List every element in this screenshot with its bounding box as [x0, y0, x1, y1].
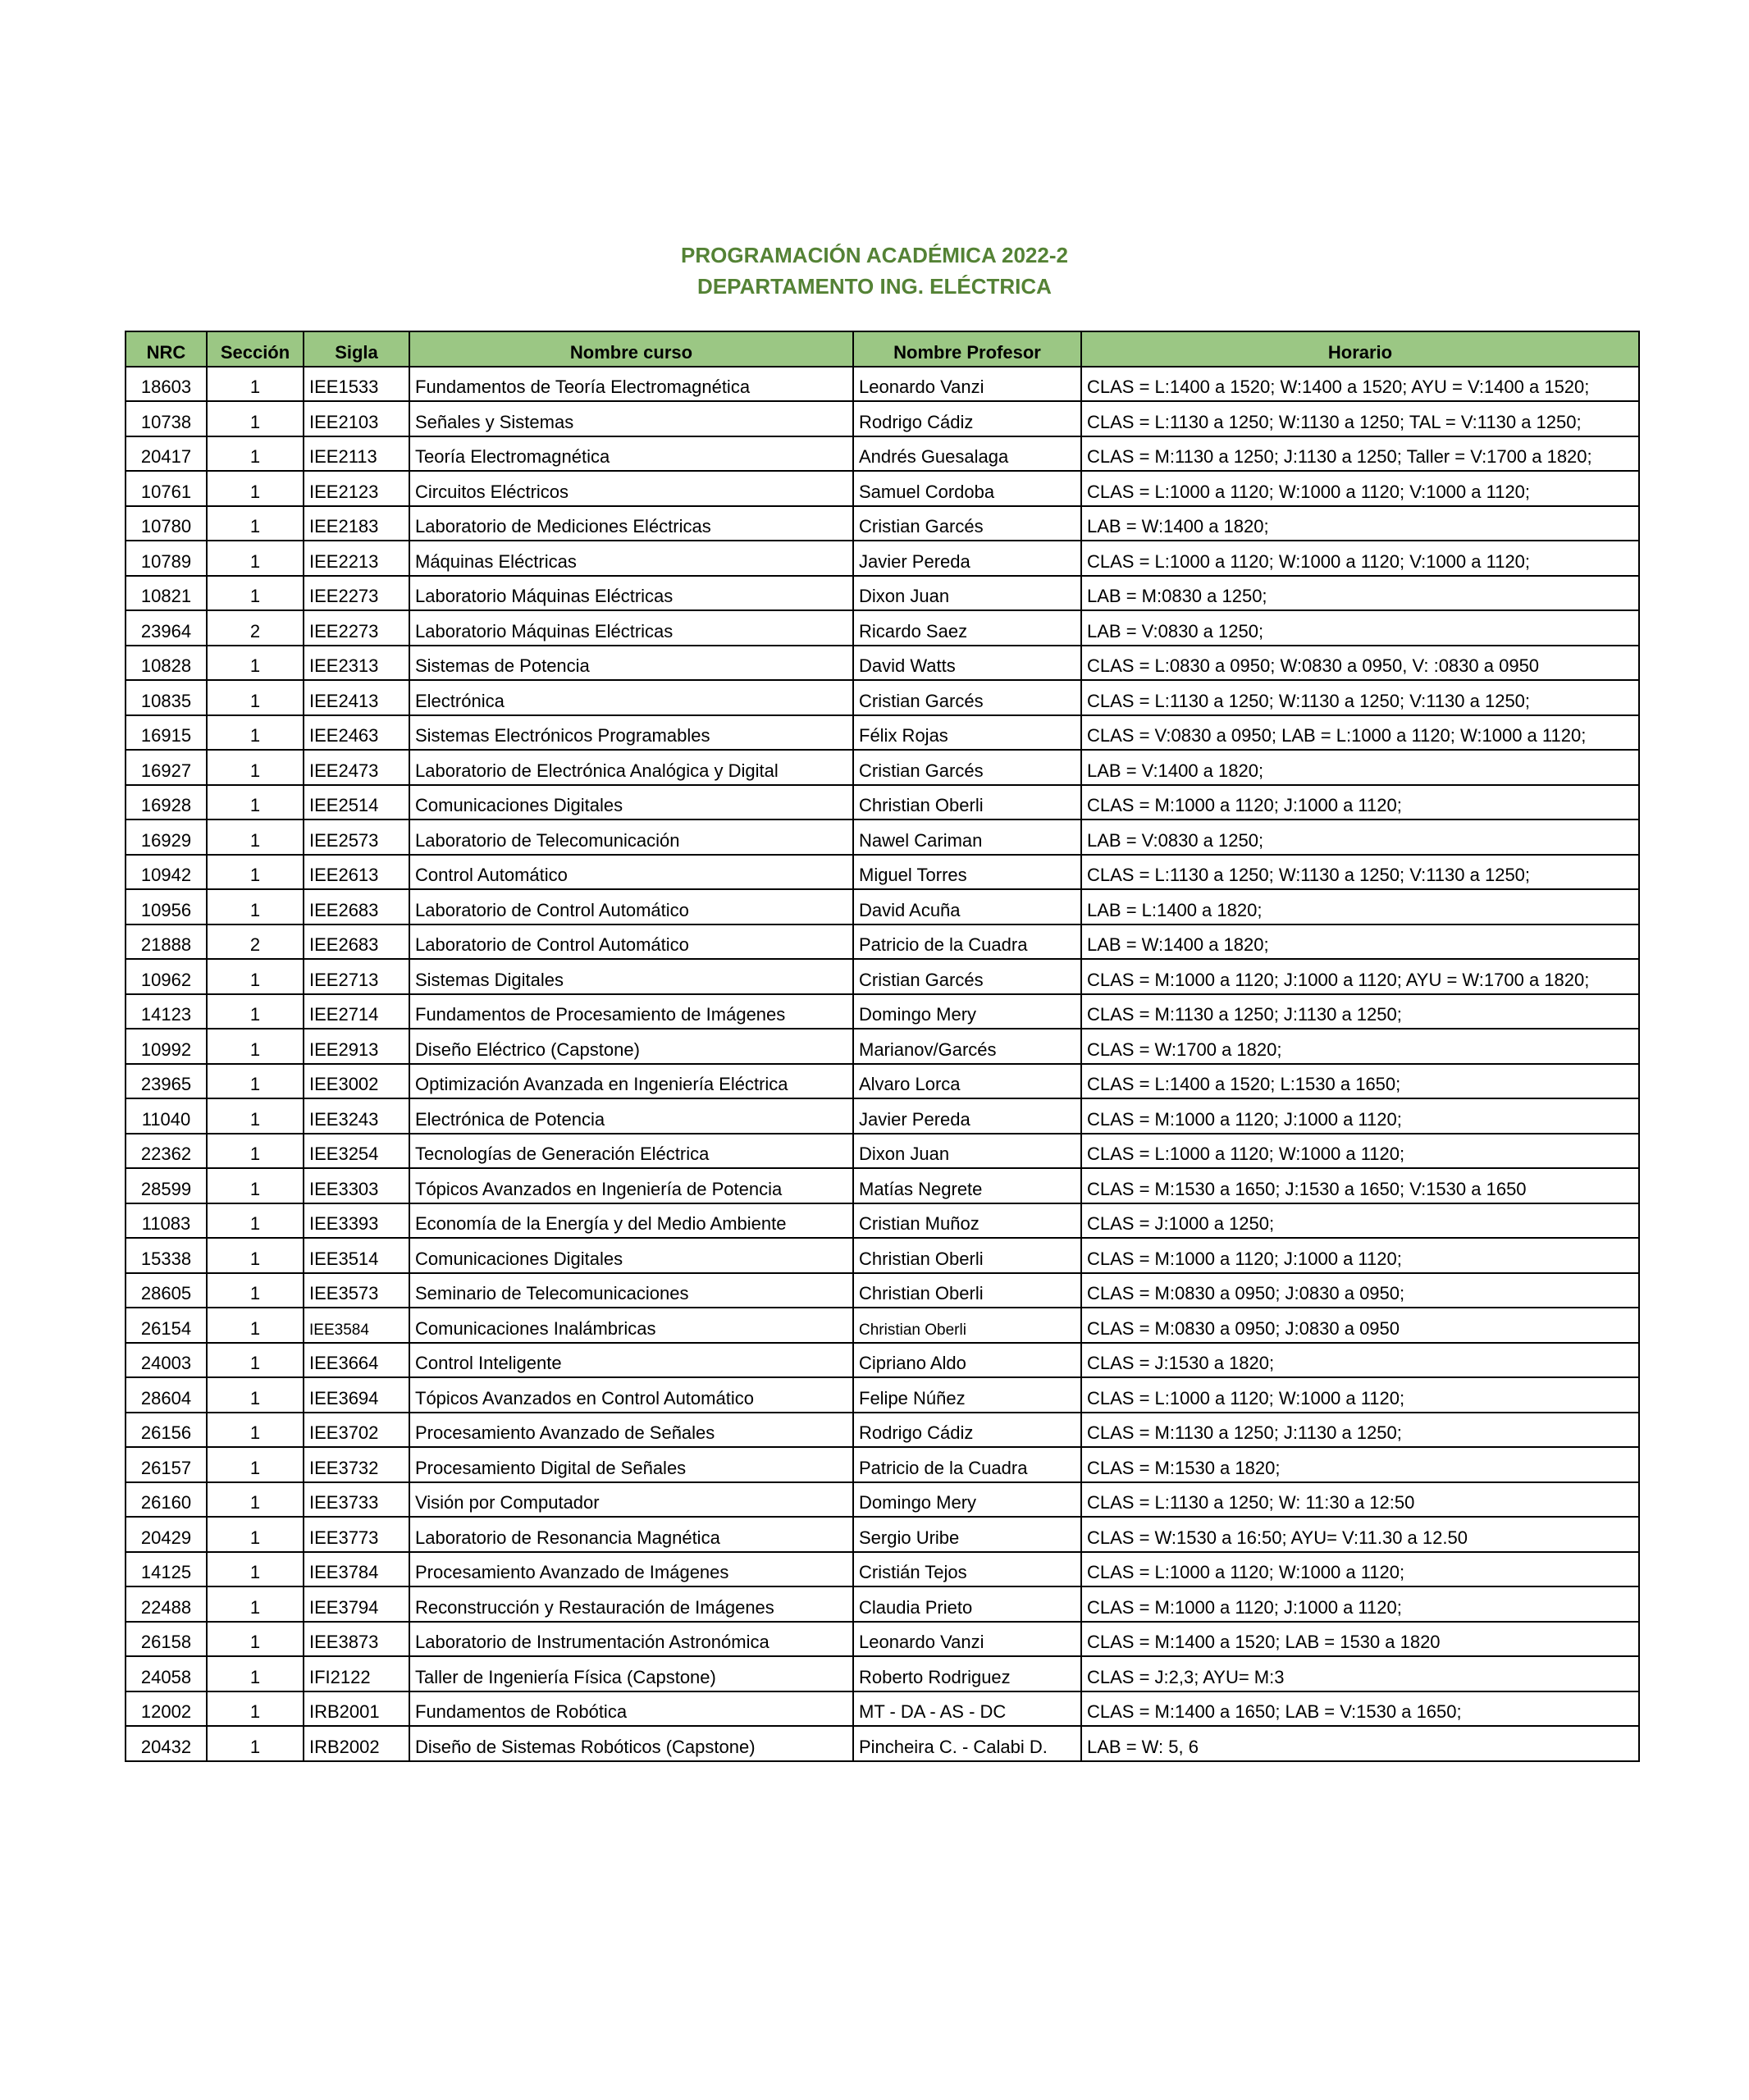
table-body [126, 367, 1639, 1761]
nombre-profesor-cell: Patricio de la Cuadra [853, 1447, 1081, 1482]
sigla-cell: IEE2683 [304, 889, 409, 924]
seccion-cell: 1 [207, 1029, 304, 1064]
nombre-curso-cell: Laboratorio de Control Automático [409, 889, 853, 924]
nombre-profesor-cell: MT - DA - AS - DC [853, 1691, 1081, 1727]
column-header-horario: Horario [1081, 331, 1639, 367]
horario-cell: CLAS = J:1000 a 1250; [1081, 1203, 1639, 1239]
sigla-cell: IEE2613 [304, 855, 409, 890]
nombre-profesor-cell: Dixon Juan [853, 1134, 1081, 1169]
seccion-cell: 1 [207, 541, 304, 576]
table-row [126, 1098, 1639, 1134]
seccion-cell: 1 [207, 1168, 304, 1203]
seccion-cell: 1 [207, 1273, 304, 1308]
document-header [0, 240, 1749, 302]
sigla-cell: IEE2273 [304, 576, 409, 611]
column-header-nombre-curso: Nombre curso [409, 331, 853, 367]
horario-cell: CLAS = L:1130 a 1250; W: 11:30 a 12:50 [1081, 1482, 1639, 1518]
nrc-cell: 28605 [126, 1273, 207, 1308]
table-row [126, 1203, 1639, 1239]
nrc-cell: 22362 [126, 1134, 207, 1169]
sigla-cell: IRB2002 [304, 1726, 409, 1761]
sigla-cell: IEE3702 [304, 1413, 409, 1448]
horario-cell: CLAS = W:1530 a 16:50; AYU= V:11.30 a 12.50 [1081, 1517, 1639, 1552]
seccion-cell: 1 [207, 680, 304, 715]
nombre-profesor-cell: Cristian Muñoz [853, 1203, 1081, 1239]
nrc-cell: 26160 [126, 1482, 207, 1518]
seccion-cell: 1 [207, 715, 304, 751]
sigla-cell: IEE3732 [304, 1447, 409, 1482]
sigla-cell: IEE2103 [304, 401, 409, 436]
table-row [126, 1482, 1639, 1518]
horario-cell: CLAS = L:1000 a 1120; W:1000 a 1120; [1081, 1377, 1639, 1413]
nrc-cell: 12002 [126, 1691, 207, 1727]
nrc-cell: 16929 [126, 819, 207, 855]
nombre-profesor-cell: Cristian Garcés [853, 680, 1081, 715]
table-row [126, 436, 1639, 472]
sigla-cell: IEE2913 [304, 1029, 409, 1064]
nombre-curso-cell: Procesamiento Digital de Señales [409, 1447, 853, 1482]
nombre-curso-cell: Máquinas Eléctricas [409, 541, 853, 576]
sigla-cell: IEE2313 [304, 646, 409, 681]
nrc-cell: 16915 [126, 715, 207, 751]
nrc-cell: 18603 [126, 367, 207, 402]
horario-cell: CLAS = M:1130 a 1250; J:1130 a 1250; [1081, 994, 1639, 1029]
seccion-cell: 1 [207, 1413, 304, 1448]
nombre-curso-cell: Control Automático [409, 855, 853, 890]
sigla-cell: IEE3303 [304, 1168, 409, 1203]
nombre-curso-cell: Fundamentos de Teoría Electromagnética [409, 367, 853, 402]
sigla-cell: IEE2473 [304, 750, 409, 785]
table-row [126, 715, 1639, 751]
nombre-curso-cell: Fundamentos de Robótica [409, 1691, 853, 1727]
nombre-curso-cell: Diseño Eléctrico (Capstone) [409, 1029, 853, 1064]
table-row [126, 471, 1639, 506]
sigla-cell: IEE3773 [304, 1517, 409, 1552]
sigla-cell: IEE3664 [304, 1343, 409, 1378]
nrc-cell: 15338 [126, 1238, 207, 1273]
nombre-profesor-cell: Leonardo Vanzi [853, 367, 1081, 402]
sigla-cell: IEE2714 [304, 994, 409, 1029]
sigla-cell: IEE3584 [304, 1308, 409, 1343]
nombre-curso-cell: Sistemas Electrónicos Programables [409, 715, 853, 751]
column-header-nombre-profesor: Nombre Profesor [853, 331, 1081, 367]
nombre-profesor-cell: Christian Oberli [853, 785, 1081, 820]
nrc-cell: 16928 [126, 785, 207, 820]
seccion-cell: 1 [207, 750, 304, 785]
nrc-cell: 28599 [126, 1168, 207, 1203]
table-row [126, 1029, 1639, 1064]
horario-cell: CLAS = M:1000 a 1120; J:1000 a 1120; AYU = W:1700 a 1820; [1081, 959, 1639, 994]
horario-cell: CLAS = M:1130 a 1250; J:1130 a 1250; [1081, 1413, 1639, 1448]
table-row [126, 646, 1639, 681]
nombre-profesor-cell: Cristian Garcés [853, 506, 1081, 541]
nombre-curso-cell: Taller de Ingeniería Física (Capstone) [409, 1656, 853, 1691]
sigla-cell: IEE2514 [304, 785, 409, 820]
table-row [126, 924, 1639, 960]
nombre-curso-cell: Economía de la Energía y del Medio Ambiente [409, 1203, 853, 1239]
nombre-profesor-cell: Samuel Cordoba [853, 471, 1081, 506]
nrc-cell: 23965 [126, 1064, 207, 1099]
seccion-cell: 1 [207, 1098, 304, 1134]
horario-cell: CLAS = L:1130 a 1250; W:1130 a 1250; V:1130 a 1250; [1081, 680, 1639, 715]
horario-cell: LAB = V:0830 a 1250; [1081, 610, 1639, 646]
horario-cell: CLAS = M:1000 a 1120; J:1000 a 1120; [1081, 1586, 1639, 1622]
seccion-cell: 1 [207, 367, 304, 402]
seccion-cell: 1 [207, 959, 304, 994]
nombre-profesor-cell: Christian Oberli [853, 1238, 1081, 1273]
horario-cell: CLAS = J:2,3; AYU= M:3 [1081, 1656, 1639, 1691]
table-row [126, 1726, 1639, 1761]
nombre-profesor-cell: Felipe Núñez [853, 1377, 1081, 1413]
nombre-curso-cell: Laboratorio de Mediciones Eléctricas [409, 506, 853, 541]
nombre-curso-cell: Reconstrucción y Restauración de Imágenes [409, 1586, 853, 1622]
nombre-curso-cell: Laboratorio Máquinas Eléctricas [409, 576, 853, 611]
table-row [126, 994, 1639, 1029]
nrc-cell: 24058 [126, 1656, 207, 1691]
nombre-profesor-cell: Patricio de la Cuadra [853, 924, 1081, 960]
table-row [126, 1691, 1639, 1727]
table-row [126, 367, 1639, 402]
sigla-cell: IEE2123 [304, 471, 409, 506]
seccion-cell: 1 [207, 1552, 304, 1587]
horario-cell: CLAS = L:1400 a 1520; W:1400 a 1520; AYU = V:1400 a 1520; [1081, 367, 1639, 402]
horario-cell: CLAS = M:0830 a 0950; J:0830 a 0950; [1081, 1273, 1639, 1308]
horario-cell: CLAS = M:1400 a 1520; LAB = 1530 a 1820 [1081, 1622, 1639, 1657]
sigla-cell: IEE2713 [304, 959, 409, 994]
seccion-cell: 1 [207, 1377, 304, 1413]
nombre-profesor-cell: Claudia Prieto [853, 1586, 1081, 1622]
sigla-cell: IEE3514 [304, 1238, 409, 1273]
horario-cell: CLAS = L:1000 a 1120; W:1000 a 1120; [1081, 1552, 1639, 1587]
table-row [126, 1377, 1639, 1413]
nrc-cell: 11083 [126, 1203, 207, 1239]
document-subtitle: DEPARTAMENTO ING. ELÉCTRICA [697, 274, 1052, 299]
nombre-profesor-cell: Cipriano Aldo [853, 1343, 1081, 1378]
table-row [126, 610, 1639, 646]
seccion-cell: 1 [207, 1691, 304, 1727]
table-row [126, 1413, 1639, 1448]
seccion-cell: 1 [207, 1482, 304, 1518]
nombre-curso-cell: Laboratorio de Resonancia Magnética [409, 1517, 853, 1552]
nombre-curso-cell: Tópicos Avanzados en Control Automático [409, 1377, 853, 1413]
nombre-curso-cell: Seminario de Telecomunicaciones [409, 1273, 853, 1308]
sigla-cell: IEE3254 [304, 1134, 409, 1169]
nrc-cell: 10956 [126, 889, 207, 924]
seccion-cell: 1 [207, 889, 304, 924]
horario-cell: CLAS = L:1130 a 1250; W:1130 a 1250; TAL = V:1130 a 1250; [1081, 401, 1639, 436]
table-row [126, 1656, 1639, 1691]
nombre-profesor-cell: Marianov/Garcés [853, 1029, 1081, 1064]
nrc-cell: 10992 [126, 1029, 207, 1064]
seccion-cell: 1 [207, 1726, 304, 1761]
table-row [126, 680, 1639, 715]
sigla-cell: IEE3794 [304, 1586, 409, 1622]
nombre-profesor-cell: Christian Oberli [853, 1308, 1081, 1343]
nombre-curso-cell: Tópicos Avanzados en Ingeniería de Potencia [409, 1168, 853, 1203]
sigla-cell: IEE1533 [304, 367, 409, 402]
sigla-cell: IEE2113 [304, 436, 409, 472]
nombre-profesor-cell: Miguel Torres [853, 855, 1081, 890]
nombre-profesor-cell: Domingo Mery [853, 994, 1081, 1029]
nrc-cell: 23964 [126, 610, 207, 646]
horario-cell: CLAS = W:1700 a 1820; [1081, 1029, 1639, 1064]
table-row [126, 1586, 1639, 1622]
nombre-curso-cell: Visión por Computador [409, 1482, 853, 1518]
sigla-cell: IRB2001 [304, 1691, 409, 1727]
horario-cell: CLAS = M:0830 a 0950; J:0830 a 0950 [1081, 1308, 1639, 1343]
nrc-cell: 10962 [126, 959, 207, 994]
nrc-cell: 26157 [126, 1447, 207, 1482]
nombre-profesor-cell: Rodrigo Cádiz [853, 1413, 1081, 1448]
nombre-profesor-cell: Roberto Rodriguez [853, 1656, 1081, 1691]
table-row [126, 750, 1639, 785]
column-header-nrc: NRC [126, 331, 207, 367]
nrc-cell: 22488 [126, 1586, 207, 1622]
nombre-profesor-cell: David Watts [853, 646, 1081, 681]
sigla-cell: IEE3573 [304, 1273, 409, 1308]
sigla-cell: IEE2573 [304, 819, 409, 855]
nrc-cell: 28604 [126, 1377, 207, 1413]
header-row [126, 331, 1639, 367]
nombre-profesor-cell: Domingo Mery [853, 1482, 1081, 1518]
horario-cell: CLAS = L:1000 a 1120; W:1000 a 1120; [1081, 1134, 1639, 1169]
nrc-cell: 10942 [126, 855, 207, 890]
seccion-cell: 1 [207, 506, 304, 541]
nombre-curso-cell: Laboratorio de Telecomunicación [409, 819, 853, 855]
sigla-cell: IEE2213 [304, 541, 409, 576]
nombre-profesor-cell: Félix Rojas [853, 715, 1081, 751]
seccion-cell: 1 [207, 1203, 304, 1239]
column-header-seccion: Sección [207, 331, 304, 367]
nrc-cell: 21888 [126, 924, 207, 960]
seccion-cell: 1 [207, 785, 304, 820]
table-row [126, 506, 1639, 541]
horario-cell: LAB = V:1400 a 1820; [1081, 750, 1639, 785]
table-row [126, 785, 1639, 820]
nrc-cell: 26156 [126, 1413, 207, 1448]
nombre-curso-cell: Comunicaciones Digitales [409, 1238, 853, 1273]
column-header-sigla: Sigla [304, 331, 409, 367]
table-row [126, 855, 1639, 890]
horario-cell: CLAS = M:1000 a 1120; J:1000 a 1120; [1081, 785, 1639, 820]
horario-cell: LAB = V:0830 a 1250; [1081, 819, 1639, 855]
horario-cell: LAB = W:1400 a 1820; [1081, 924, 1639, 960]
table-row [126, 819, 1639, 855]
nombre-curso-cell: Señales y Sistemas [409, 401, 853, 436]
nrc-cell: 10738 [126, 401, 207, 436]
nombre-curso-cell: Electrónica [409, 680, 853, 715]
sigla-cell: IEE3784 [304, 1552, 409, 1587]
nombre-profesor-cell: Cristian Garcés [853, 959, 1081, 994]
seccion-cell: 1 [207, 1447, 304, 1482]
nrc-cell: 26154 [126, 1308, 207, 1343]
nrc-cell: 10835 [126, 680, 207, 715]
nrc-cell: 24003 [126, 1343, 207, 1378]
horario-cell: CLAS = L:1000 a 1120; W:1000 a 1120; V:1000 a 1120; [1081, 471, 1639, 506]
sigla-cell: IEE2273 [304, 610, 409, 646]
nombre-curso-cell: Sistemas Digitales [409, 959, 853, 994]
nombre-curso-cell: Control Inteligente [409, 1343, 853, 1378]
nrc-cell: 20432 [126, 1726, 207, 1761]
horario-cell: CLAS = V:0830 a 0950; LAB = L:1000 a 1120; W:1000 a 1120; [1081, 715, 1639, 751]
horario-cell: CLAS = M:1530 a 1650; J:1530 a 1650; V:1530 a 1650 [1081, 1168, 1639, 1203]
table-row [126, 401, 1639, 436]
nombre-curso-cell: Tecnologías de Generación Eléctrica [409, 1134, 853, 1169]
sigla-cell: IFI2122 [304, 1656, 409, 1691]
nombre-curso-cell: Electrónica de Potencia [409, 1098, 853, 1134]
nombre-profesor-cell: Nawel Cariman [853, 819, 1081, 855]
seccion-cell: 1 [207, 1308, 304, 1343]
horario-cell: CLAS = L:1000 a 1120; W:1000 a 1120; V:1000 a 1120; [1081, 541, 1639, 576]
nombre-profesor-cell: Christian Oberli [853, 1273, 1081, 1308]
sigla-cell: IEE3002 [304, 1064, 409, 1099]
sigla-cell: IEE3393 [304, 1203, 409, 1239]
nrc-cell: 10761 [126, 471, 207, 506]
table-row [126, 1134, 1639, 1169]
nombre-curso-cell: Comunicaciones Digitales [409, 785, 853, 820]
sigla-cell: IEE2413 [304, 680, 409, 715]
nombre-profesor-cell: Dixon Juan [853, 576, 1081, 611]
seccion-cell: 1 [207, 1622, 304, 1657]
nombre-profesor-cell: Rodrigo Cádiz [853, 401, 1081, 436]
nrc-cell: 26158 [126, 1622, 207, 1657]
table-row [126, 1308, 1639, 1343]
table-row [126, 889, 1639, 924]
seccion-cell: 1 [207, 1343, 304, 1378]
horario-cell: CLAS = M:1530 a 1820; [1081, 1447, 1639, 1482]
nombre-profesor-cell: Sergio Uribe [853, 1517, 1081, 1552]
nombre-profesor-cell: Pincheira C. - Calabi D. [853, 1726, 1081, 1761]
sigla-cell: IEE3873 [304, 1622, 409, 1657]
table-row [126, 1273, 1639, 1308]
nombre-profesor-cell: Leonardo Vanzi [853, 1622, 1081, 1657]
nombre-curso-cell: Teoría Electromagnética [409, 436, 853, 472]
nombre-profesor-cell: Javier Pereda [853, 1098, 1081, 1134]
nombre-profesor-cell: Javier Pereda [853, 541, 1081, 576]
nombre-profesor-cell: Alvaro Lorca [853, 1064, 1081, 1099]
nrc-cell: 20417 [126, 436, 207, 472]
nombre-profesor-cell: Cristian Garcés [853, 750, 1081, 785]
table-row [126, 959, 1639, 994]
seccion-cell: 2 [207, 610, 304, 646]
horario-cell: CLAS = M:1000 a 1120; J:1000 a 1120; [1081, 1238, 1639, 1273]
nrc-cell: 11040 [126, 1098, 207, 1134]
sigla-cell: IEE3243 [304, 1098, 409, 1134]
seccion-cell: 1 [207, 855, 304, 890]
nombre-curso-cell: Laboratorio de Electrónica Analógica y Digital [409, 750, 853, 785]
seccion-cell: 1 [207, 576, 304, 611]
document-title: PROGRAMACIÓN ACADÉMICA 2022-2 [681, 243, 1068, 267]
sigla-cell: IEE2463 [304, 715, 409, 751]
table-row [126, 1447, 1639, 1482]
nombre-curso-cell: Laboratorio de Control Automático [409, 924, 853, 960]
table-row [126, 1238, 1639, 1273]
nrc-cell: 10780 [126, 506, 207, 541]
seccion-cell: 1 [207, 819, 304, 855]
nombre-curso-cell: Procesamiento Avanzado de Señales [409, 1413, 853, 1448]
table-row [126, 1517, 1639, 1552]
nombre-curso-cell: Laboratorio de Instrumentación Astronómica [409, 1622, 853, 1657]
table-row [126, 1168, 1639, 1203]
nombre-curso-cell: Diseño de Sistemas Robóticos (Capstone) [409, 1726, 853, 1761]
seccion-cell: 1 [207, 471, 304, 506]
seccion-cell: 1 [207, 994, 304, 1029]
horario-cell: CLAS = M:1000 a 1120; J:1000 a 1120; [1081, 1098, 1639, 1134]
nombre-curso-cell: Sistemas de Potencia [409, 646, 853, 681]
nrc-cell: 16927 [126, 750, 207, 785]
nrc-cell: 14125 [126, 1552, 207, 1587]
horario-cell: CLAS = L:0830 a 0950; W:0830 a 0950, V: :0830 a 0950 [1081, 646, 1639, 681]
nombre-profesor-cell: Cristián Tejos [853, 1552, 1081, 1587]
horario-cell: LAB = W: 5, 6 [1081, 1726, 1639, 1761]
table-row [126, 1552, 1639, 1587]
horario-cell: LAB = W:1400 a 1820; [1081, 506, 1639, 541]
sigla-cell: IEE2683 [304, 924, 409, 960]
horario-cell: LAB = M:0830 a 1250; [1081, 576, 1639, 611]
horario-cell: CLAS = M:1130 a 1250; J:1130 a 1250; Taller = V:1700 a 1820; [1081, 436, 1639, 472]
table-row [126, 1622, 1639, 1657]
seccion-cell: 1 [207, 1238, 304, 1273]
nombre-curso-cell: Comunicaciones Inalámbricas [409, 1308, 853, 1343]
sigla-cell: IEE3694 [304, 1377, 409, 1413]
nombre-profesor-cell: Andrés Guesalaga [853, 436, 1081, 472]
seccion-cell: 1 [207, 1134, 304, 1169]
nrc-cell: 14123 [126, 994, 207, 1029]
horario-cell: CLAS = L:1400 a 1520; L:1530 a 1650; [1081, 1064, 1639, 1099]
nombre-curso-cell: Optimización Avanzada en Ingeniería Eléctrica [409, 1064, 853, 1099]
table-row [126, 576, 1639, 611]
nombre-profesor-cell: Matías Negrete [853, 1168, 1081, 1203]
nombre-curso-cell: Procesamiento Avanzado de Imágenes [409, 1552, 853, 1587]
schedule-table [125, 331, 1640, 1762]
seccion-cell: 1 [207, 1586, 304, 1622]
horario-cell: CLAS = L:1130 a 1250; W:1130 a 1250; V:1130 a 1250; [1081, 855, 1639, 890]
horario-cell: LAB = L:1400 a 1820; [1081, 889, 1639, 924]
seccion-cell: 1 [207, 1064, 304, 1099]
nombre-curso-cell: Fundamentos de Procesamiento de Imágenes [409, 994, 853, 1029]
seccion-cell: 1 [207, 401, 304, 436]
nombre-profesor-cell: Ricardo Saez [853, 610, 1081, 646]
seccion-cell: 1 [207, 1517, 304, 1552]
nombre-curso-cell: Circuitos Eléctricos [409, 471, 853, 506]
nrc-cell: 10828 [126, 646, 207, 681]
nombre-profesor-cell: David Acuña [853, 889, 1081, 924]
table-row [126, 1343, 1639, 1378]
nombre-curso-cell: Laboratorio Máquinas Eléctricas [409, 610, 853, 646]
seccion-cell: 2 [207, 924, 304, 960]
table-row [126, 1064, 1639, 1099]
seccion-cell: 1 [207, 1656, 304, 1691]
nrc-cell: 20429 [126, 1517, 207, 1552]
nrc-cell: 10789 [126, 541, 207, 576]
sigla-cell: IEE2183 [304, 506, 409, 541]
seccion-cell: 1 [207, 646, 304, 681]
seccion-cell: 1 [207, 436, 304, 472]
horario-cell: CLAS = M:1400 a 1650; LAB = V:1530 a 1650; [1081, 1691, 1639, 1727]
horario-cell: CLAS = J:1530 a 1820; [1081, 1343, 1639, 1378]
table-row [126, 541, 1639, 576]
nrc-cell: 10821 [126, 576, 207, 611]
sigla-cell: IEE3733 [304, 1482, 409, 1518]
